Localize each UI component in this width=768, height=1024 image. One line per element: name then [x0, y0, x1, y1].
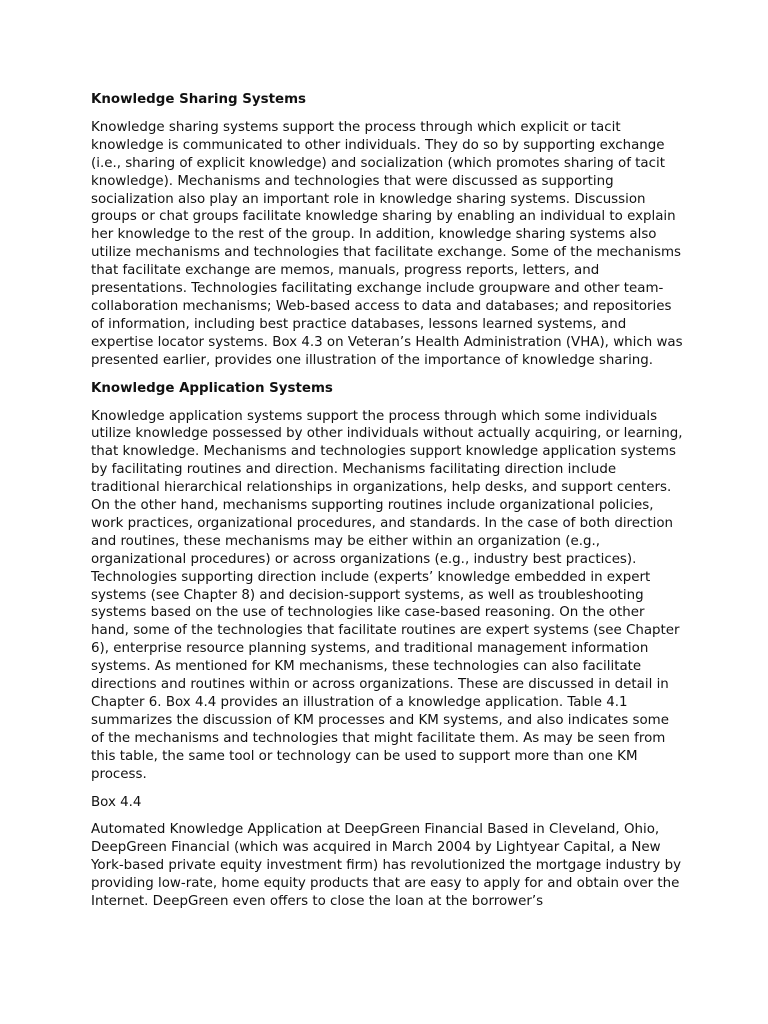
box-paragraph: Automated Knowledge Application at DeepGreen Financial Based in Cleveland, Ohio, DeepGreen Financial (which was acquired in March 2004 by Lightyear Capital, a New York-based private equity investment firm) has revolutionized the mortgage industry by providing low-rate, home equity products that are easy to apply for and obtain over the Internet. DeepGreen even offers to close the loan at the borrower’s — [91, 822, 681, 910]
section-heading-knowledge-sharing: Knowledge Sharing Systems — [91, 92, 307, 107]
paragraph-knowledge-sharing: Knowledge sharing systems support the process through which explicit or tacit knowledge is communicated to other individuals. They do so by supporting exchange (i.e., sharing of explicit knowledge) and socialization (which promotes sharing of tacit knowledge). Mechanisms and technologies that were discussed as supporting socialization also play an important role in knowledge sharing systems. Discussion groups or chat groups facilitate knowledge sharing by enabling an individual to explain her knowledge to the rest of the group. In addition, knowledge sharing systems also utilize mechanisms and technologies that facilitate exchange. Some of the mechanisms that facilitate exchange are memos, manuals, progress reports, letters, and presentations. Technologies facilitating exchange include groupware and other team-collaboration mechanisms; Web-based access to data and databases; and repositories of information, including best practice databases, lessons learned systems, and expertise locator systems. Box 4.3 on Veteran’s Health Administration (VHA), which was presented earlier, provides one illustration of the importance of knowledge sharing. — [91, 119, 683, 368]
section-heading-knowledge-application: Knowledge Application Systems — [91, 380, 333, 396]
paragraph-knowledge-application: Knowledge application systems support the process through which some individuals utilize knowledge possessed by other individuals without actually acquiring, or learning, that knowledge. Mechanisms and technologies support knowledge application systems by facilitating routines and direction. Mechanisms facilitating direction include traditional hierarchical relationships in organizations, help desks, and support centers. On the other hand, mechanisms supporting routines include organizational policies, work practices, organizational procedures, and standards. In the case of both direction and routines, these mechanisms may be either within an organization (e.g., organizational procedures) or across organizations (e.g., industry best practices). Technologies supporting direction include (experts’ knowledge embedded in expert systems (see Chapter 8) and decision-support systems, as well as troubleshooting systems based on the use of technologies like case-based reasoning. On the other hand, some of the technologies that facilitate routines are expert systems (see Chapter 6), enterprise resource planning systems, and traditional management information systems. As mentioned for KM mechanisms, these technologies can also facilitate directions and routines within or across organizations. These are discussed in detail in Chapter 6. Box 4.4 provides an illustration of a knowledge application. Table 4.1 summarizes the discussion of KM processes and KM systems, and also indicates some of the mechanisms and technologies that might facilitate them. As may be seen from this table, the same tool or technology can be used to support more than one KM process. — [91, 408, 683, 782]
box-label: Box 4.4 — [91, 794, 142, 810]
document-page — [91, 91, 683, 921]
